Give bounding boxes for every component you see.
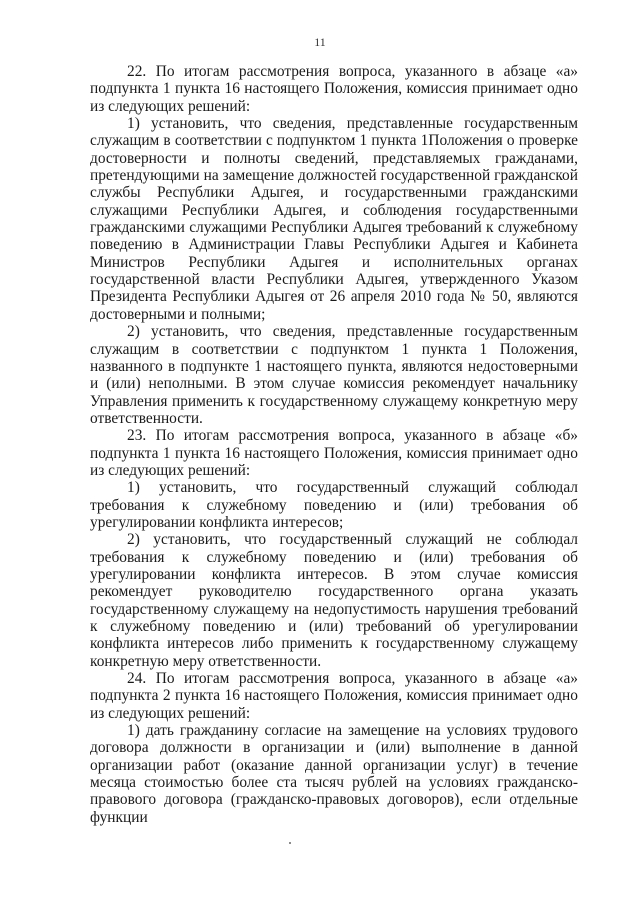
paragraph-24-item-1: 1) дать гражданину согласие на замещение на условиях трудового договора должности в организации и (или) выполнение в данной организации работ (оказание данной организации услуг) в течение месяца стоимостью более ста тысяч рублей на условиях гражданско-правового договора (гражданско-правовых договоров), если отдельные функции [90, 722, 578, 826]
paragraph-22-item-2: 2) установить, что сведения, представленные государственным служащим в соответствии с подпунктом 1 пункта 1 Положения, названного в подпункте 1 настоящего пункта, являются недостоверными и (или) неполными. В этом случае комиссия рекомендует начальнику Управления применить к государственному служащему конкретную меру ответственности. [90, 323, 578, 427]
paragraph-22-item-1: 1) установить, что сведения, представленные государственным служащим в соответствии с подпунктом 1 пункта 1Положения о проверке достоверности и полноты сведений, представляемых гражданами, претендующими на замещение должностей государственной гражданской службы Республики Адыгея, и государственными гражданскими служащими Республики Адыгея, и соблюдения государственными гражданскими служащими Республики Адыгея требований к служебному поведению в Администрации Главы Республики Адыгея и Кабинета Министров Республики Адыгея и исполнительных органах государственной власти Республики Адыгея, утвержденного Указом Президента Республики Адыгея от 26 апреля 2010 года № 50, являются достоверными и полными; [90, 115, 578, 323]
paragraph-23: 23. По итогам рассмотрения вопроса, указанного в абзаце «б» подпункта 1 пункта 16 настоящего Положения, комиссия принимает одно из следующих решений: [90, 427, 578, 479]
document-body [90, 63, 578, 826]
page-number: 11 [314, 35, 326, 49]
paragraph-24: 24. По итогам рассмотрения вопроса, указанного в абзаце «а» подпункта 2 пункта 16 настоящего Положения, комиссия принимает одно из следующих решений: [90, 670, 578, 722]
scan-speck [289, 842, 291, 844]
paragraph-23-item-1: 1) установить, что государственный служащий соблюдал требования к служебному поведению и (или) требования об урегулировании конфликта интересов; [90, 479, 578, 531]
paragraph-22: 22. По итогам рассмотрения вопроса, указанного в абзаце «а» подпункта 1 пункта 16 настоящего Положения, комиссия принимает одно из следующих решений: [90, 63, 578, 115]
paragraph-23-item-2: 2) установить, что государственный служащий не соблюдал требования к служебному поведению и (или) требования об урегулировании конфликта интересов. В этом случае комиссия рекомендует руководителю государственного органа указать государственному служащему на недопустимость нарушения требований к служебному поведению и (или) требований об урегулировании конфликта интересов либо применить к государственному служащему конкретную меру ответственности. [90, 531, 578, 670]
